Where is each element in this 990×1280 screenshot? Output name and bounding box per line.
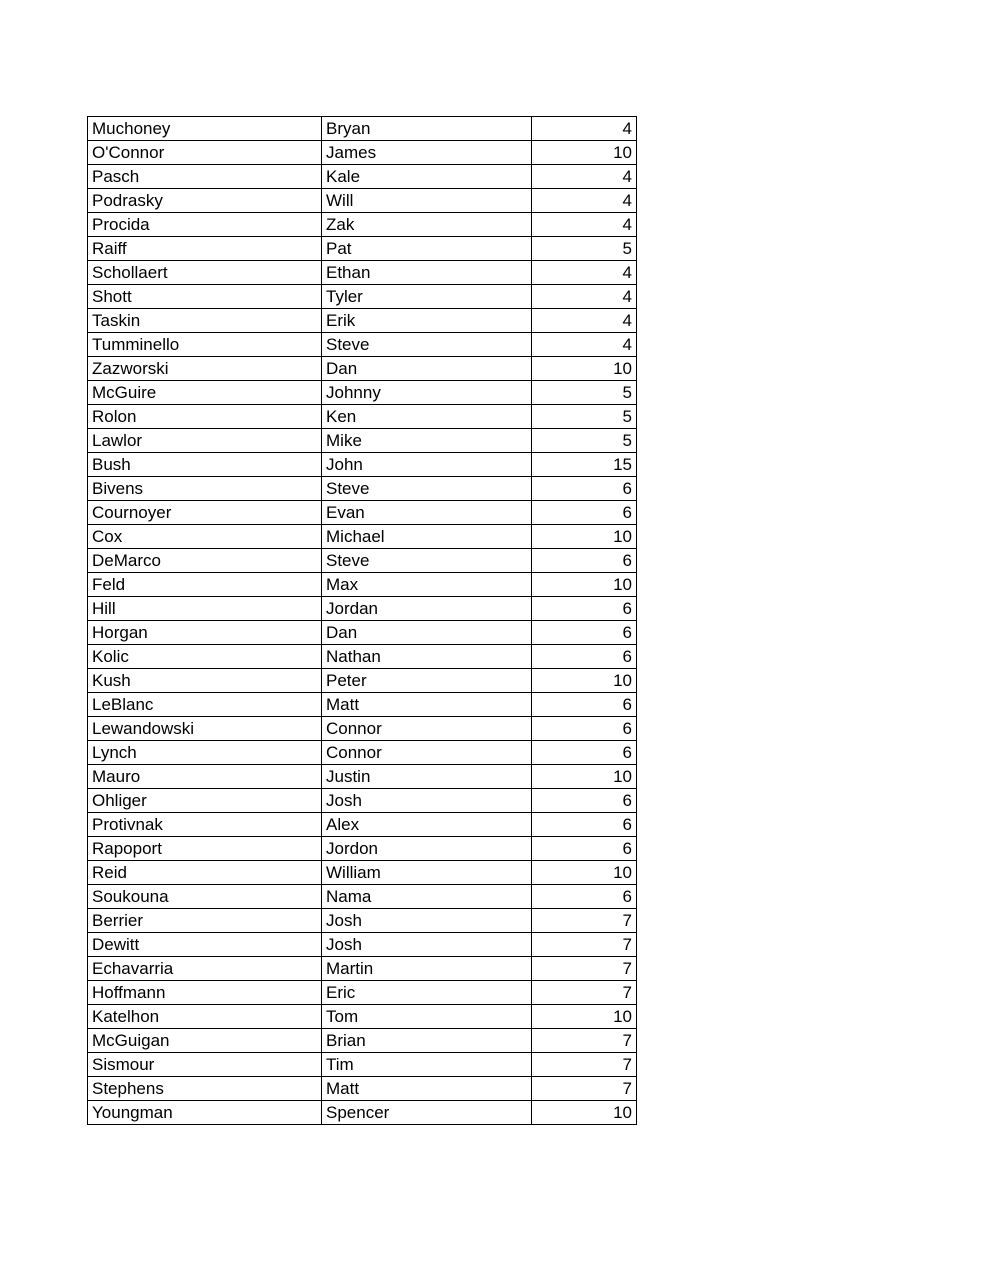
table-row	[88, 1053, 637, 1077]
last-name-cell: Muchoney	[88, 117, 322, 141]
value-cell: 6	[532, 885, 637, 909]
value-cell: 6	[532, 597, 637, 621]
first-name-cell: Will	[322, 189, 532, 213]
table-row	[88, 1101, 637, 1125]
last-name-cell: Zazworski	[88, 357, 322, 381]
last-name-cell: Bivens	[88, 477, 322, 501]
value-cell: 7	[532, 957, 637, 981]
last-name-cell: Hoffmann	[88, 981, 322, 1005]
table-row	[88, 1029, 637, 1053]
value-cell: 6	[532, 717, 637, 741]
last-name-cell: Shott	[88, 285, 322, 309]
first-name-cell: John	[322, 453, 532, 477]
first-name-cell: Justin	[322, 765, 532, 789]
last-name-cell: Raiff	[88, 237, 322, 261]
last-name-cell: Cournoyer	[88, 501, 322, 525]
value-cell: 7	[532, 933, 637, 957]
last-name-cell: Podrasky	[88, 189, 322, 213]
last-name-cell: Katelhon	[88, 1005, 322, 1029]
value-cell: 10	[532, 765, 637, 789]
table-row	[88, 693, 637, 717]
first-name-cell: Josh	[322, 909, 532, 933]
value-cell: 6	[532, 501, 637, 525]
value-cell: 4	[532, 189, 637, 213]
roster-sheet	[87, 116, 637, 1125]
value-cell: 10	[532, 357, 637, 381]
first-name-cell: Erik	[322, 309, 532, 333]
last-name-cell: McGuigan	[88, 1029, 322, 1053]
table-row	[88, 669, 637, 693]
first-name-cell: Pat	[322, 237, 532, 261]
first-name-cell: Tom	[322, 1005, 532, 1029]
table-row	[88, 501, 637, 525]
first-name-cell: Johnny	[322, 381, 532, 405]
last-name-cell: DeMarco	[88, 549, 322, 573]
table-row	[88, 909, 637, 933]
value-cell: 6	[532, 741, 637, 765]
last-name-cell: Kolic	[88, 645, 322, 669]
first-name-cell: Ken	[322, 405, 532, 429]
value-cell: 4	[532, 165, 637, 189]
value-cell: 6	[532, 789, 637, 813]
value-cell: 6	[532, 693, 637, 717]
last-name-cell: Lawlor	[88, 429, 322, 453]
first-name-cell: Josh	[322, 933, 532, 957]
first-name-cell: Steve	[322, 549, 532, 573]
table-row	[88, 381, 637, 405]
value-cell: 10	[532, 669, 637, 693]
first-name-cell: Eric	[322, 981, 532, 1005]
first-name-cell: Zak	[322, 213, 532, 237]
last-name-cell: Taskin	[88, 309, 322, 333]
first-name-cell: Dan	[322, 621, 532, 645]
last-name-cell: LeBlanc	[88, 693, 322, 717]
table-row	[88, 261, 637, 285]
table-row	[88, 429, 637, 453]
last-name-cell: Dewitt	[88, 933, 322, 957]
last-name-cell: Lewandowski	[88, 717, 322, 741]
table-row	[88, 621, 637, 645]
table-row	[88, 885, 637, 909]
table-row	[88, 933, 637, 957]
first-name-cell: Dan	[322, 357, 532, 381]
first-name-cell: Nathan	[322, 645, 532, 669]
value-cell: 6	[532, 813, 637, 837]
last-name-cell: Horgan	[88, 621, 322, 645]
value-cell: 10	[532, 861, 637, 885]
table-row	[88, 405, 637, 429]
table-row	[88, 1005, 637, 1029]
table-row	[88, 549, 637, 573]
first-name-cell: Brian	[322, 1029, 532, 1053]
first-name-cell: William	[322, 861, 532, 885]
table-row	[88, 645, 637, 669]
value-cell: 4	[532, 285, 637, 309]
table-row	[88, 285, 637, 309]
table-row	[88, 837, 637, 861]
value-cell: 4	[532, 213, 637, 237]
value-cell: 5	[532, 429, 637, 453]
value-cell: 5	[532, 381, 637, 405]
value-cell: 10	[532, 573, 637, 597]
table-row	[88, 717, 637, 741]
table-row	[88, 789, 637, 813]
first-name-cell: Josh	[322, 789, 532, 813]
table-row	[88, 957, 637, 981]
value-cell: 5	[532, 405, 637, 429]
value-cell: 7	[532, 909, 637, 933]
first-name-cell: Kale	[322, 165, 532, 189]
table-row	[88, 141, 637, 165]
first-name-cell: Bryan	[322, 117, 532, 141]
table-row	[88, 597, 637, 621]
first-name-cell: Mike	[322, 429, 532, 453]
last-name-cell: Schollaert	[88, 261, 322, 285]
table-row	[88, 477, 637, 501]
last-name-cell: Kush	[88, 669, 322, 693]
last-name-cell: Mauro	[88, 765, 322, 789]
first-name-cell: Nama	[322, 885, 532, 909]
table-row	[88, 237, 637, 261]
first-name-cell: Max	[322, 573, 532, 597]
last-name-cell: Echavarria	[88, 957, 322, 981]
value-cell: 7	[532, 981, 637, 1005]
value-cell: 5	[532, 237, 637, 261]
last-name-cell: Rapoport	[88, 837, 322, 861]
table-row	[88, 1077, 637, 1101]
table-row	[88, 357, 637, 381]
table-row	[88, 333, 637, 357]
value-cell: 4	[532, 117, 637, 141]
first-name-cell: Connor	[322, 741, 532, 765]
value-cell: 10	[532, 1101, 637, 1125]
roster-table	[87, 116, 637, 1125]
value-cell: 4	[532, 309, 637, 333]
last-name-cell: McGuire	[88, 381, 322, 405]
value-cell: 6	[532, 645, 637, 669]
table-row	[88, 165, 637, 189]
first-name-cell: Peter	[322, 669, 532, 693]
value-cell: 10	[532, 525, 637, 549]
first-name-cell: Tim	[322, 1053, 532, 1077]
last-name-cell: Bush	[88, 453, 322, 477]
value-cell: 4	[532, 261, 637, 285]
value-cell: 6	[532, 477, 637, 501]
last-name-cell: Soukouna	[88, 885, 322, 909]
value-cell: 6	[532, 621, 637, 645]
first-name-cell: Steve	[322, 333, 532, 357]
first-name-cell: Jordan	[322, 597, 532, 621]
first-name-cell: Spencer	[322, 1101, 532, 1125]
table-row	[88, 453, 637, 477]
last-name-cell: Youngman	[88, 1101, 322, 1125]
last-name-cell: Berrier	[88, 909, 322, 933]
first-name-cell: Connor	[322, 717, 532, 741]
value-cell: 10	[532, 141, 637, 165]
last-name-cell: Pasch	[88, 165, 322, 189]
table-row	[88, 981, 637, 1005]
first-name-cell: Martin	[322, 957, 532, 981]
last-name-cell: Lynch	[88, 741, 322, 765]
first-name-cell: James	[322, 141, 532, 165]
value-cell: 15	[532, 453, 637, 477]
last-name-cell: Protivnak	[88, 813, 322, 837]
last-name-cell: Sismour	[88, 1053, 322, 1077]
first-name-cell: Ethan	[322, 261, 532, 285]
value-cell: 6	[532, 549, 637, 573]
last-name-cell: Procida	[88, 213, 322, 237]
last-name-cell: Feld	[88, 573, 322, 597]
value-cell: 7	[532, 1077, 637, 1101]
table-row	[88, 573, 637, 597]
last-name-cell: Reid	[88, 861, 322, 885]
table-row	[88, 117, 637, 141]
table-row	[88, 861, 637, 885]
first-name-cell: Alex	[322, 813, 532, 837]
last-name-cell: Cox	[88, 525, 322, 549]
table-row	[88, 309, 637, 333]
first-name-cell: Evan	[322, 501, 532, 525]
first-name-cell: Matt	[322, 693, 532, 717]
last-name-cell: Tumminello	[88, 333, 322, 357]
first-name-cell: Steve	[322, 477, 532, 501]
table-row	[88, 213, 637, 237]
first-name-cell: Tyler	[322, 285, 532, 309]
value-cell: 7	[532, 1029, 637, 1053]
table-row	[88, 189, 637, 213]
last-name-cell: Ohliger	[88, 789, 322, 813]
value-cell: 7	[532, 1053, 637, 1077]
value-cell: 10	[532, 1005, 637, 1029]
value-cell: 4	[532, 333, 637, 357]
table-row	[88, 525, 637, 549]
table-row	[88, 813, 637, 837]
last-name-cell: Rolon	[88, 405, 322, 429]
table-row	[88, 765, 637, 789]
first-name-cell: Michael	[322, 525, 532, 549]
last-name-cell: Stephens	[88, 1077, 322, 1101]
last-name-cell: O'Connor	[88, 141, 322, 165]
roster-table-body	[88, 117, 637, 1125]
last-name-cell: Hill	[88, 597, 322, 621]
value-cell: 6	[532, 837, 637, 861]
table-row	[88, 741, 637, 765]
first-name-cell: Matt	[322, 1077, 532, 1101]
first-name-cell: Jordon	[322, 837, 532, 861]
